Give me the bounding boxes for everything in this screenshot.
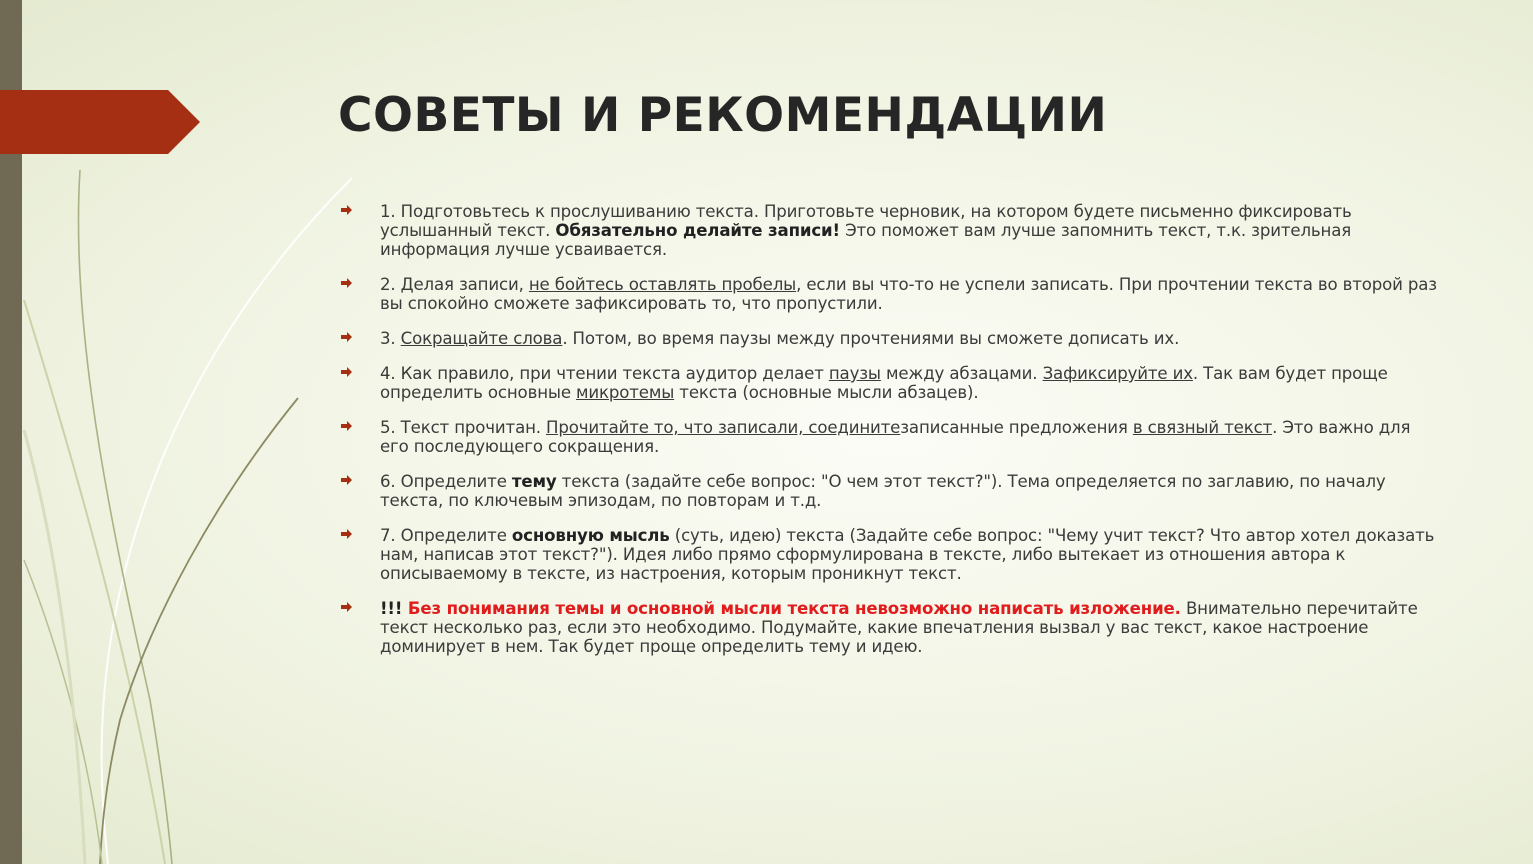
tip-text: 2. Делая записи, [380, 275, 529, 294]
tip-text: , если вы что-то не успели записать. При прочтении текста во второй раз вы спокойно сможете зафиксировать то, что пропустили. [380, 275, 1437, 313]
tip-text: . Потом, во время паузы между прочтениями вы сможете дописать их. [562, 329, 1180, 348]
tip-underlined: микротемы [576, 383, 675, 402]
tip-text: Внимательно перечитайте текст несколько раз, если это необходимо. Подумайте, какие впечатления вызвал у вас текст, какое настроение доминирует в нем. Так будет проще определить тему и идею. [380, 599, 1418, 656]
tip-item-1 [338, 202, 1438, 259]
slide-title: СОВЕТЫ И РЕКОМЕНДАЦИИ [338, 88, 1108, 143]
tip-text: записанные предложения [900, 418, 1133, 437]
tip-text: 4. Как правило, при чтении текста аудитор делает [380, 364, 829, 383]
arrow-bullet-icon [340, 329, 354, 343]
tip-text: 5. Текст прочитан. [380, 418, 547, 437]
tip-item-5 [338, 418, 1438, 456]
arrow-bullet-icon [340, 526, 354, 540]
title-arrow-accent [0, 90, 200, 154]
arrow-bullet-icon [340, 364, 354, 378]
tip-text: 3. [380, 329, 401, 348]
arrow-bullet-icon [340, 275, 354, 289]
tip-underlined: Прочитайте то, что записали, соедините [546, 418, 901, 437]
tip-text: Это поможет вам лучше запомнить текст, т.к. зрительная информация лучше усваивается. [380, 221, 1352, 259]
tip-underlined: Сокращайте слова [400, 329, 563, 348]
tip-underlined: в связный текст [1132, 418, 1273, 437]
tip-item-8 [338, 599, 1438, 656]
tip-underlined: паузы [828, 364, 881, 383]
tip-item-2 [338, 275, 1438, 313]
tip-text: (суть, идею) текста (Задайте себе вопрос: "Чему учит текст? Что автор хотел доказать нам, написав этот текст?"). Идея либо прямо сформулирована в тексте, либо вытекает из отношения автора к описываемому в тексте, из настроения, которым проникнут текст. [380, 526, 1435, 583]
arrow-bullet-icon [340, 202, 354, 216]
tip-text: . Это важно для его последующего сокращения. [380, 418, 1411, 456]
tips-list [338, 202, 1438, 672]
tip-warning: Без понимания темы и основной мысли текста невозможно написать изложение. [407, 599, 1181, 618]
tip-text: 7. Определите [380, 526, 512, 545]
tip-text: между абзацами. [880, 364, 1043, 383]
tip-item-7 [338, 526, 1438, 583]
tip-underlined: не бойтесь оставлять пробелы [528, 275, 797, 294]
tip-bold: Обязательно делайте записи! [555, 221, 840, 240]
arrow-bullet-icon [340, 418, 354, 432]
tip-text: текста (задайте себе вопрос: "О чем этот текст?"). Тема определяется по заглавию, по началу текста, по ключевым эпизодам, по повторам и т.д. [380, 472, 1386, 510]
tip-underlined: Зафиксируйте их [1042, 364, 1193, 383]
tip-item-4 [338, 364, 1438, 402]
tip-bold: основную мысль [511, 526, 670, 545]
tip-text: 6. Определите [380, 472, 512, 491]
tip-text: . Так вам будет проще определить основные [380, 364, 1388, 402]
tip-bold: тему [511, 472, 557, 491]
arrow-bullet-icon [340, 472, 354, 486]
tip-text: текста (основные мысли абзацев). [674, 383, 979, 402]
tip-bold: !!! [380, 599, 408, 618]
arrow-bullet-icon [340, 599, 354, 613]
tip-text: 1. Подготовьтесь к прослушиванию текста. Приготовьте черновик, на котором будете письменно фиксировать услышанный текст. [380, 202, 1352, 240]
tip-item-3 [338, 329, 1438, 348]
tip-item-6 [338, 472, 1438, 510]
